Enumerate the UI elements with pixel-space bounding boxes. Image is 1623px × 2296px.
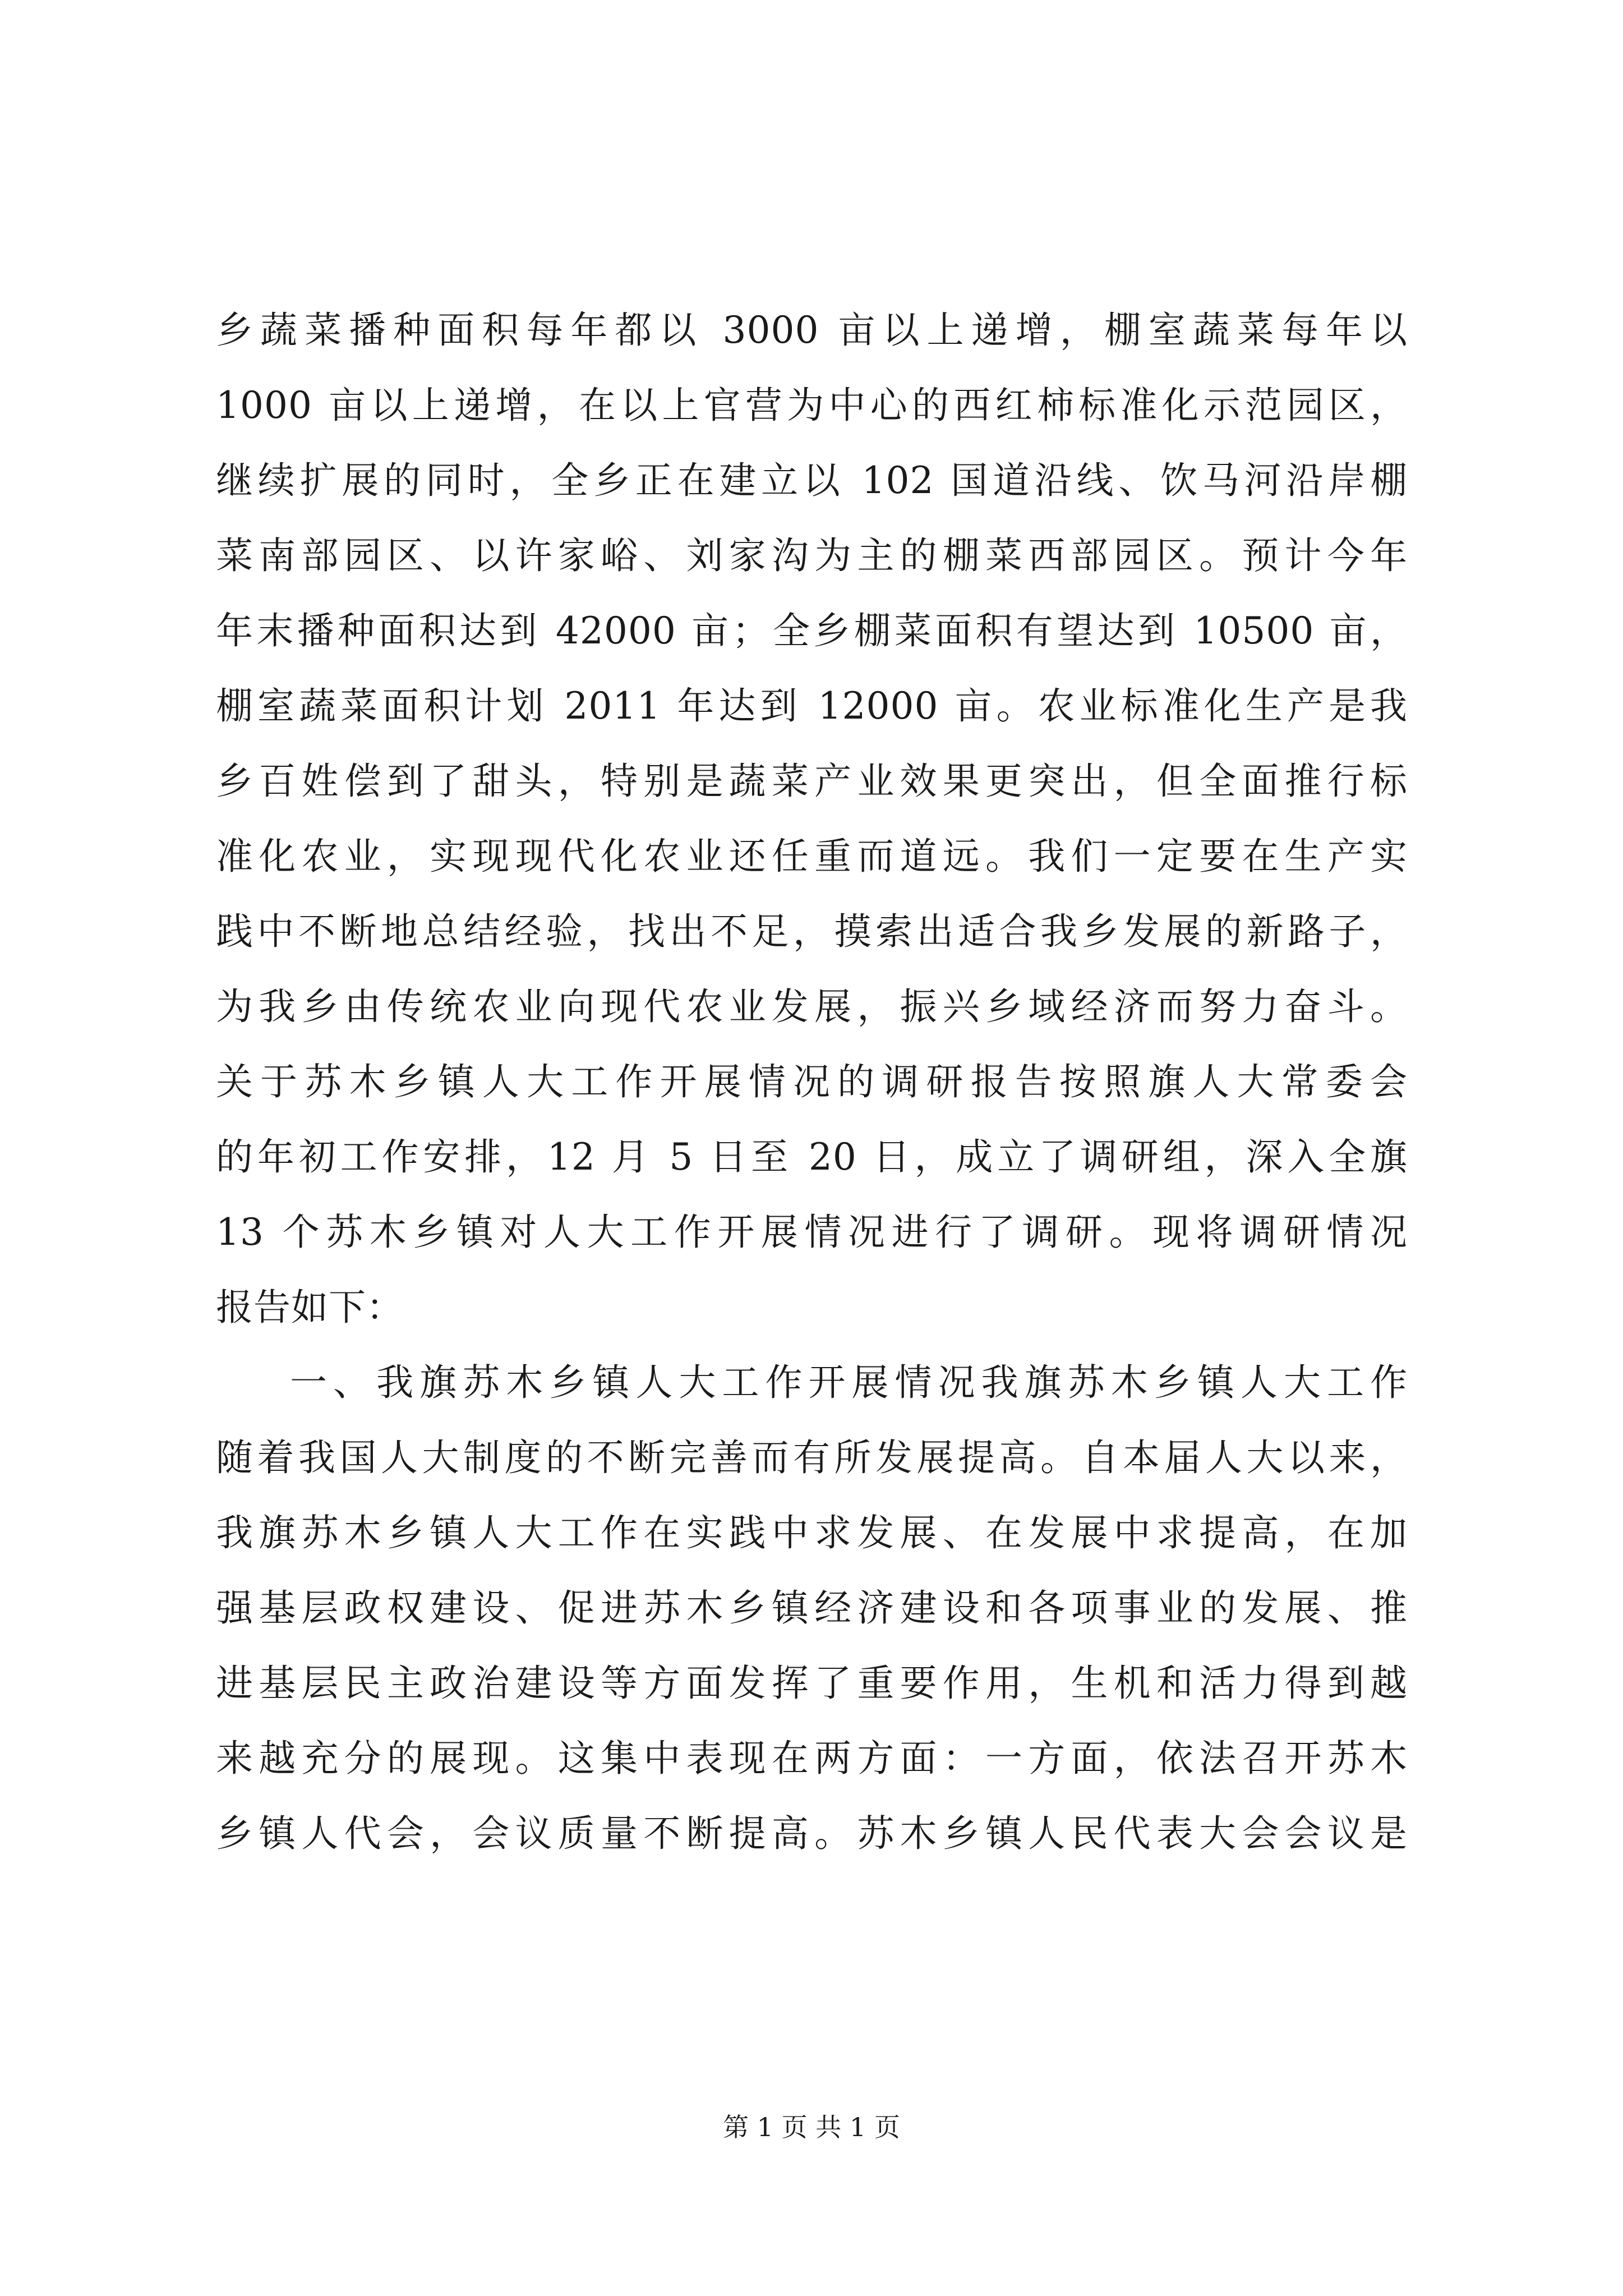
text-line: 乡百姓偿到了甜头，特别是蔬菜产业效果更突出，但全面推行标 xyxy=(216,760,1408,803)
text-line: 为我乡由传统农业向现代农业发展，振兴乡域经济而努力奋斗。 xyxy=(216,985,1408,1028)
document-body xyxy=(216,293,1408,1871)
text-line: 乡蔬菜播种面积每年都以 3000 亩以上递增，棚室蔬菜每年以 xyxy=(216,309,1408,352)
text-line: 来越充分的展现。这集中表现在两方面：一方面，依法召开苏木 xyxy=(216,1737,1408,1780)
text-line: 我旗苏木乡镇人大工作在实践中求发展、在发展中求提高，在加 xyxy=(216,1511,1408,1554)
text-line: 13 个苏木乡镇对人大工作开展情况进行了调研。现将调研情况 xyxy=(216,1211,1408,1254)
text-line: 的年初工作安排，12 月 5 日至 20 日，成立了调研组，深入全旗 xyxy=(216,1135,1408,1179)
text-line: 1000 亩以上递增，在以上官营为中心的西红柿标准化示范园区， xyxy=(216,384,1408,427)
text-line: 强基层政权建设、促进苏木乡镇经济建设和各项事业的发展、推 xyxy=(216,1586,1408,1630)
text-line: 报告如下： xyxy=(216,1286,404,1329)
text-line: 进基层民主政治建设等方面发挥了重要作用，生机和活力得到越 xyxy=(216,1662,1408,1705)
text-line: 继续扩展的同时，全乡正在建立以 102 国道沿线、饮马河沿岸棚 xyxy=(216,459,1408,502)
text-line: 关于苏木乡镇人大工作开展情况的调研报告按照旗人大常委会 xyxy=(216,1060,1408,1103)
page-footer: 第 1 页 共 1 页 xyxy=(723,2112,900,2142)
text-line: 年末播种面积达到 42000 亩；全乡棚菜面积有望达到 10500 亩， xyxy=(216,609,1408,652)
text-line: 菜南部园区、以许家峪、刘家沟为主的棚菜西部园区。预计今年 xyxy=(216,534,1408,577)
text-line: 随着我国人大制度的不断完善而有所发展提高。自本届人大以来， xyxy=(216,1436,1408,1479)
text-line: 乡镇人代会，会议质量不断提高。苏木乡镇人民代表大会会议是 xyxy=(216,1812,1408,1855)
text-line: 准化农业，实现现代化农业还任重而道远。我们一定要在生产实 xyxy=(216,835,1408,878)
text-line: 棚室蔬菜面积计划 2011 年达到 12000 亩。农业标准化生产是我 xyxy=(216,684,1408,728)
text-line: 一、我旗苏木乡镇人大工作开展情况我旗苏木乡镇人大工作 xyxy=(290,1361,1408,1404)
text-line: 践中不断地总结经验，找出不足，摸索出适合我乡发展的新路子， xyxy=(216,910,1408,953)
